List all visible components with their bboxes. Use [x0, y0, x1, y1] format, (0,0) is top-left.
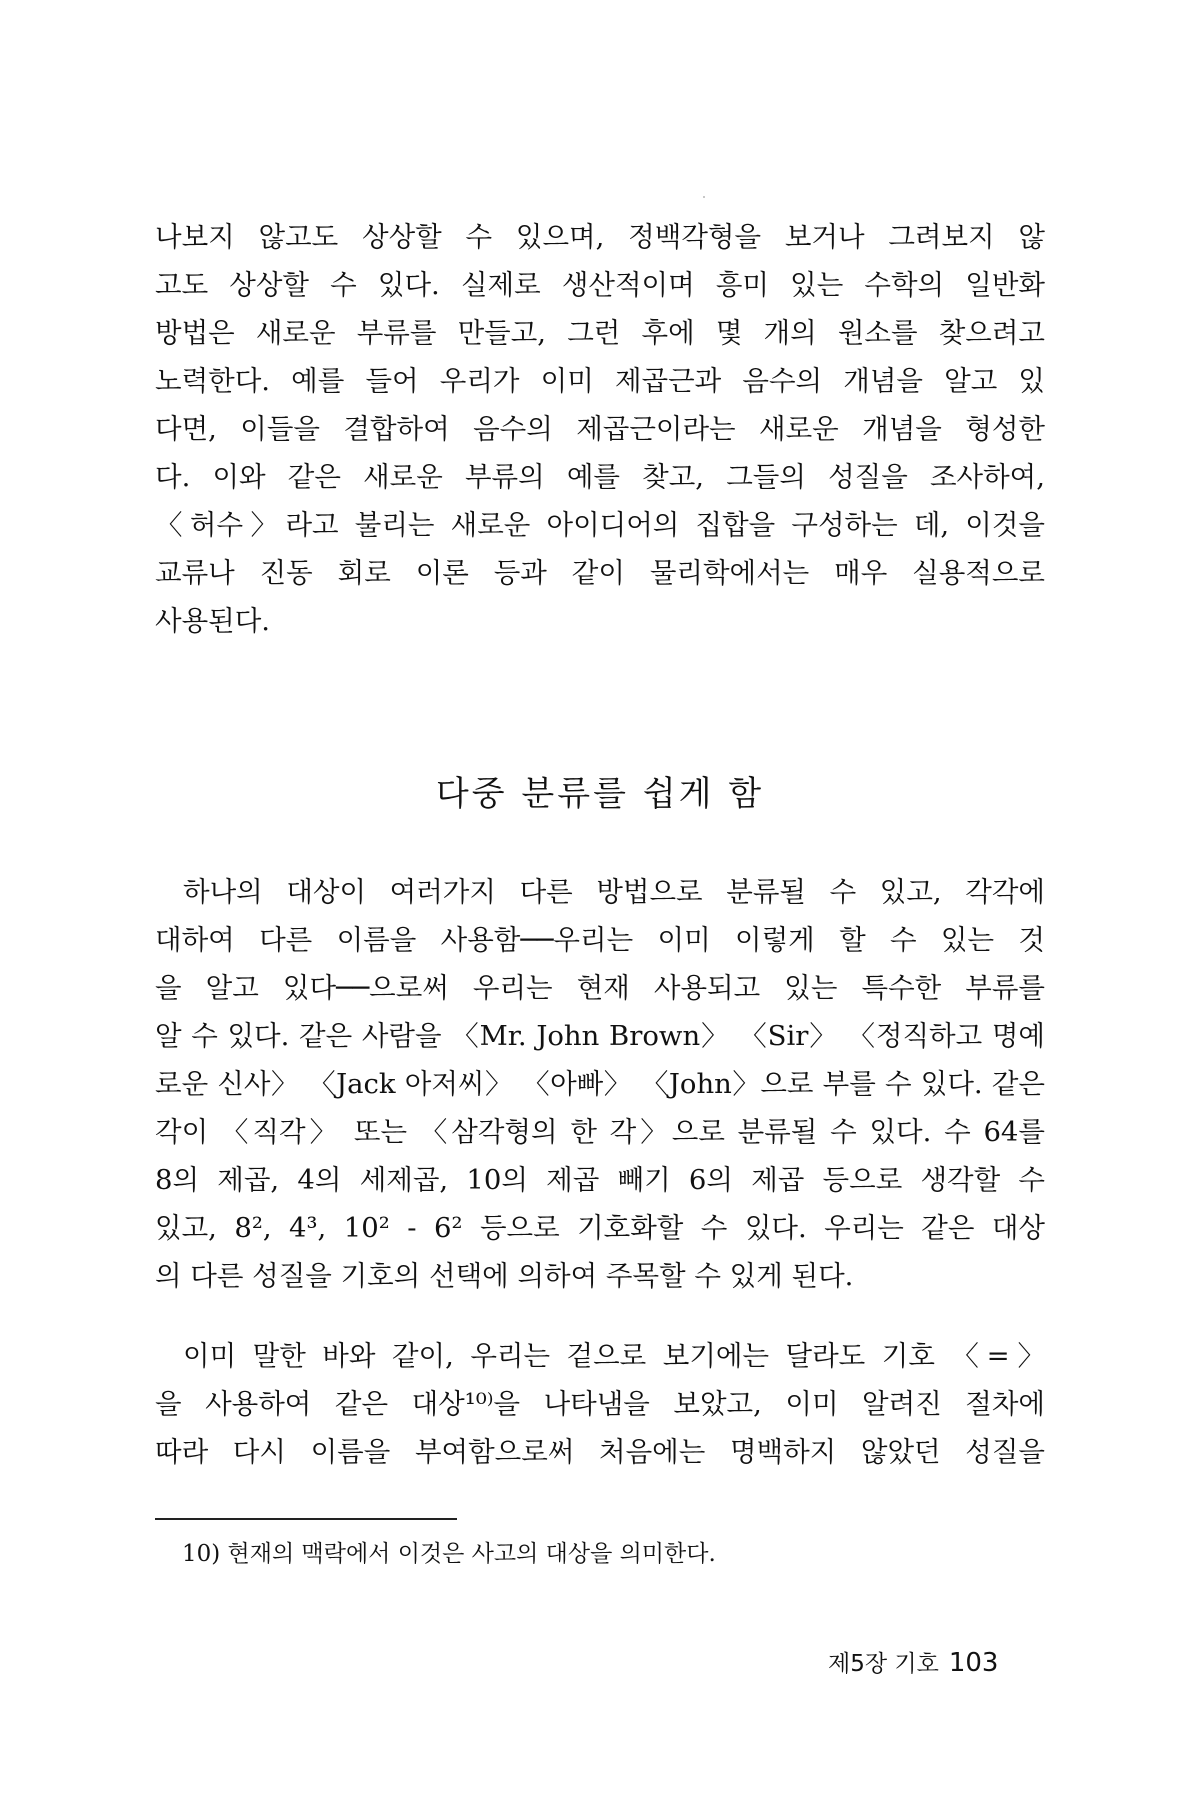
text-line: 따라 다시 이름을 부여함으로써 처음에는 명백하지 않았던 성질을	[155, 1436, 1045, 1468]
text-line: 교류나 진동 회로 이론 등과 같이 물리학에서는 매우 실용적으로	[155, 557, 1045, 589]
text-line: 대하여 다른 이름을 사용함──우리는 이미 이렇게 할 수 있는 것	[155, 924, 1045, 956]
text-line: 고도 상상할 수 있다. 실제로 생산적이며 흥미 있는 수학의 일반화	[155, 269, 1045, 301]
text-line: 사용된다.	[155, 605, 271, 637]
text-line: 이미 말한 바와 같이, 우리는 겉으로 보기에는 달라도 기호 〈=〉	[183, 1340, 1045, 1372]
text-line: 다. 이와 같은 새로운 부류의 예를 찾고, 그들의 성질을 조사하여,	[155, 461, 1045, 493]
text-line: 8의 제곱, 4의 세제곱, 10의 제곱 빼기 6의 제곱 등으로 생각할 수	[155, 1164, 1045, 1196]
text-line: 방법은 새로운 부류를 만들고, 그런 후에 몇 개의 원소를 찾으려고	[155, 317, 1045, 349]
paragraph-multiple-classification	[155, 868, 1045, 1300]
paragraph-intro-continuation	[155, 213, 1045, 645]
text-line: 을 사용하여 같은 대상¹⁰⁾을 나타냄을 보았고, 이미 알려진 절차에	[155, 1388, 1045, 1420]
text-line: 다면, 이들을 결합하여 음수의 제곱근이라는 새로운 개념을 형성한	[155, 413, 1045, 445]
running-footer	[828, 1643, 998, 1684]
text-line: 〈허수〉라고 불리는 새로운 아이디어의 집합을 구성하는 데, 이것을	[155, 509, 1045, 541]
footnote-divider	[155, 1518, 457, 1520]
page-number: 103	[948, 1648, 999, 1678]
section-heading: 다중 분류를 쉽게 함	[435, 774, 765, 814]
paragraph-equality-symbol	[155, 1332, 1045, 1476]
text-line: 을 알고 있다──으로써 우리는 현재 사용되고 있는 특수한 부류를	[155, 972, 1045, 1004]
text-line: 로운 신사〉 〈Jack 아저씨〉 〈아빠〉 〈John〉으로 부를 수 있다. 같은	[155, 1068, 1045, 1100]
scan-speck	[703, 196, 705, 198]
text-line: 의 다른 성질을 기호의 선택에 의하여 주목할 수 있게 된다.	[155, 1260, 854, 1292]
text-line: 각이 〈직각〉 또는 〈삼각형의 한 각〉으로 분류될 수 있다. 수 64를	[155, 1116, 1045, 1148]
text-line: 하나의 대상이 여러가지 다른 방법으로 분류될 수 있고, 각각에	[183, 876, 1045, 908]
footnote: 10) 현재의 맥락에서 이것은 사고의 대상을 의미한다.	[182, 1541, 716, 1567]
text-line: 있고, 8², 4³, 10² - 6² 등으로 기호화할 수 있다. 우리는 같은 대상	[155, 1212, 1045, 1244]
chapter-label: 제5장 기호	[828, 1651, 939, 1677]
text-line: 나보지 않고도 상상할 수 있으며, 정백각형을 보거나 그려보지 않	[155, 221, 1045, 253]
text-line: 노력한다. 예를 들어 우리가 이미 제곱근과 음수의 개념을 알고 있	[155, 365, 1045, 397]
text-line: 알 수 있다. 같은 사람을 〈Mr. John Brown〉 〈Sir〉 〈정직하고 명예	[155, 1020, 1045, 1052]
